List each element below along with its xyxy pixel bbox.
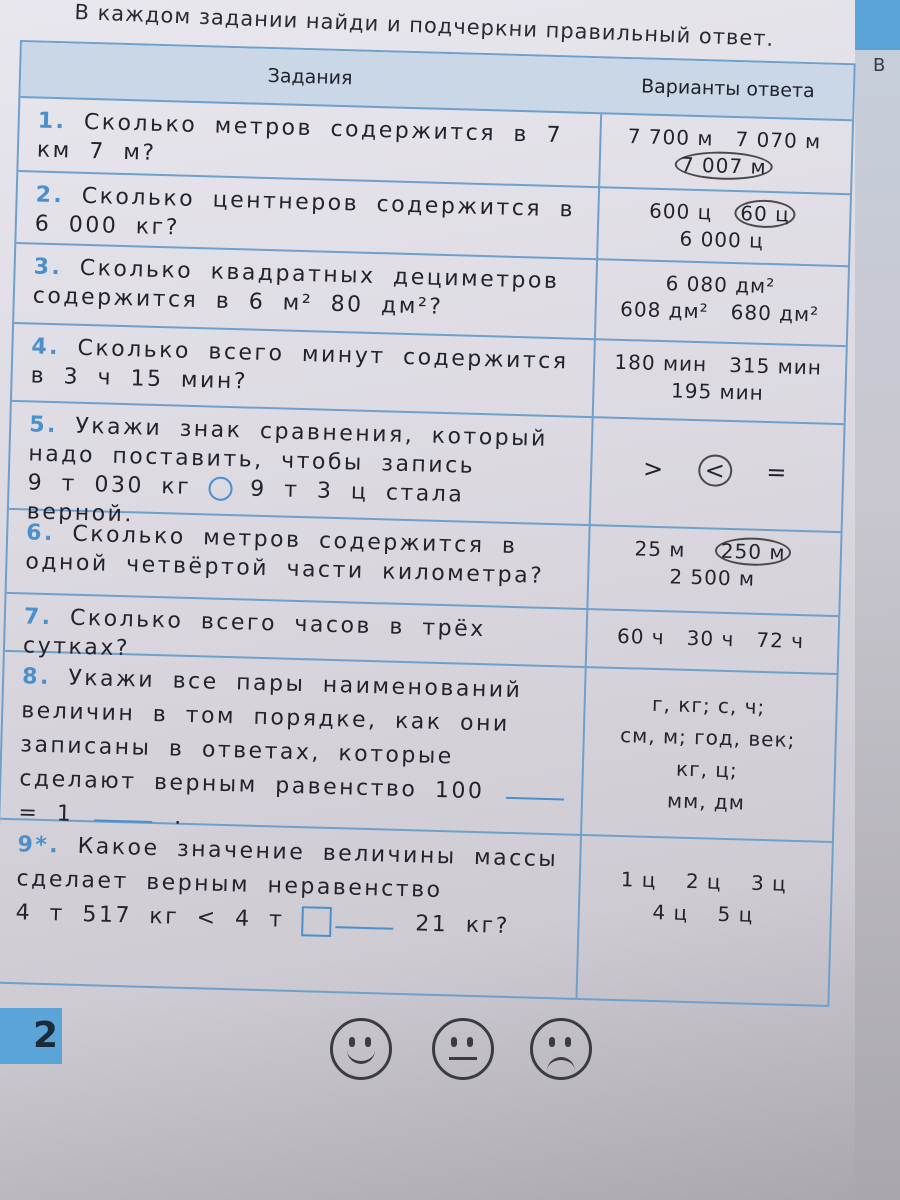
- answer-option[interactable]: мм, дм: [666, 788, 746, 815]
- answer-options: [603, 122, 844, 183]
- answer-box[interactable]: [301, 906, 332, 937]
- task-question: 3. Сколько квадратных дециметров содержится в 6 м² 80 дм²?: [32, 254, 560, 320]
- task-question: 8. Укажи все пары наименований величин в том порядке, как они записаны в ответах, которые сделают верным равенство 100 = 1 .: [18, 660, 578, 845]
- answer-option[interactable]: 25 м: [634, 536, 686, 562]
- answer-option[interactable]: кг, ц;: [675, 756, 739, 783]
- next-page-edge: [855, 0, 900, 1200]
- answer-option-circled[interactable]: 60 ц: [734, 199, 796, 229]
- answer-option[interactable]: см, м; год, век;: [619, 723, 796, 752]
- task-row-8: [0, 652, 836, 843]
- task-question: 5. Укажи знак сравнения, который надо поставить, чтобы запись 9 т 030 кг 9 т 3 ц стала верной.: [26, 412, 549, 528]
- answer-option[interactable]: г, кг; с, ч;: [651, 691, 766, 720]
- self-assessment-faces: [330, 1018, 600, 1088]
- happy-face-icon[interactable]: [330, 1018, 392, 1080]
- eye: [451, 1037, 457, 1047]
- header-answers: Варианты ответа: [640, 75, 815, 103]
- answer-option[interactable]: 7 700 м: [627, 124, 714, 151]
- answer-options: [597, 348, 838, 409]
- answer-option[interactable]: 30 ч: [686, 625, 735, 652]
- answer-option[interactable]: 600 ц: [648, 198, 713, 225]
- answer-option[interactable]: 315 мин: [728, 352, 823, 380]
- eye: [467, 1037, 473, 1047]
- answer-option-circled[interactable]: 7 007 м: [675, 150, 773, 181]
- answer-options: [592, 534, 833, 595]
- answer-option[interactable]: 5 ц: [717, 901, 754, 927]
- answer-option[interactable]: 680 дм²: [730, 299, 820, 327]
- answer-blank[interactable]: [336, 922, 394, 930]
- eye: [349, 1037, 355, 1047]
- answer-option[interactable]: 6 080 дм²: [665, 271, 776, 299]
- task-question: 2. Сколько центнеров содержится в 6 000 кг?: [34, 182, 576, 241]
- tasks-table: [0, 40, 856, 1007]
- answer-option[interactable]: 2 500 м: [669, 564, 756, 591]
- neutral-face-icon[interactable]: [432, 1018, 494, 1080]
- answer-option[interactable]: 7 070 м: [735, 127, 822, 154]
- header-tasks: Задания: [267, 64, 353, 90]
- answer-option[interactable]: 1 ц: [620, 867, 657, 893]
- task-question: 6. Сколько метров содержится в одной четвёртой части километра?: [25, 520, 545, 589]
- answer-option[interactable]: 3 ц: [750, 870, 788, 896]
- task-question: 4. Сколько всего минут содержится в 3 ч 15 мин?: [30, 334, 569, 395]
- eye: [365, 1037, 371, 1047]
- page-number: 2: [0, 1008, 62, 1064]
- answer-option[interactable]: =: [765, 458, 788, 487]
- instruction-text: В каждом задании найди и подчеркни правильный ответ.: [74, 0, 775, 51]
- answer-option[interactable]: 6 000 ц: [679, 226, 765, 253]
- answer-options: [586, 686, 829, 821]
- sad-face-icon[interactable]: [530, 1018, 592, 1080]
- task-row-9: [0, 820, 832, 973]
- answer-options: [599, 268, 840, 329]
- answer-option[interactable]: 180 мин: [614, 349, 708, 377]
- mouth: [347, 1049, 375, 1064]
- answer-options: [595, 454, 836, 488]
- eye: [565, 1037, 571, 1047]
- answer-option[interactable]: 2 ц: [685, 868, 722, 894]
- answer-blank[interactable]: [506, 793, 564, 801]
- answer-options: [590, 622, 831, 656]
- task-question: 1. Сколько метров содержится в 7 км 7 м?: [36, 108, 564, 166]
- mouth: [449, 1057, 477, 1072]
- answer-options: [601, 196, 842, 257]
- answer-option[interactable]: 608 дм²: [619, 296, 709, 324]
- page-corner-accent: [855, 0, 900, 50]
- answer-option-circled[interactable]: 250 м: [714, 537, 791, 567]
- answer-option[interactable]: >: [642, 454, 665, 484]
- answer-option[interactable]: 60 ч: [616, 623, 666, 650]
- answer-option-circled[interactable]: <: [698, 454, 732, 487]
- side-letter: В: [873, 55, 886, 76]
- answer-option[interactable]: 195 мин: [670, 378, 765, 405]
- task-question: 9*. Какое значение величины массы сделает верным неравенство 4 т 517 кг < 4 т 21 кг?: [15, 832, 559, 940]
- answer-options: [582, 862, 824, 933]
- answer-option[interactable]: 72 ч: [756, 627, 805, 654]
- comparison-circle[interactable]: [208, 476, 233, 501]
- mouth: [547, 1057, 575, 1072]
- task-question: 7. Сколько всего часов в трёх сутках?: [22, 604, 487, 662]
- answer-option[interactable]: 4 ц: [652, 900, 689, 925]
- eye: [549, 1037, 555, 1047]
